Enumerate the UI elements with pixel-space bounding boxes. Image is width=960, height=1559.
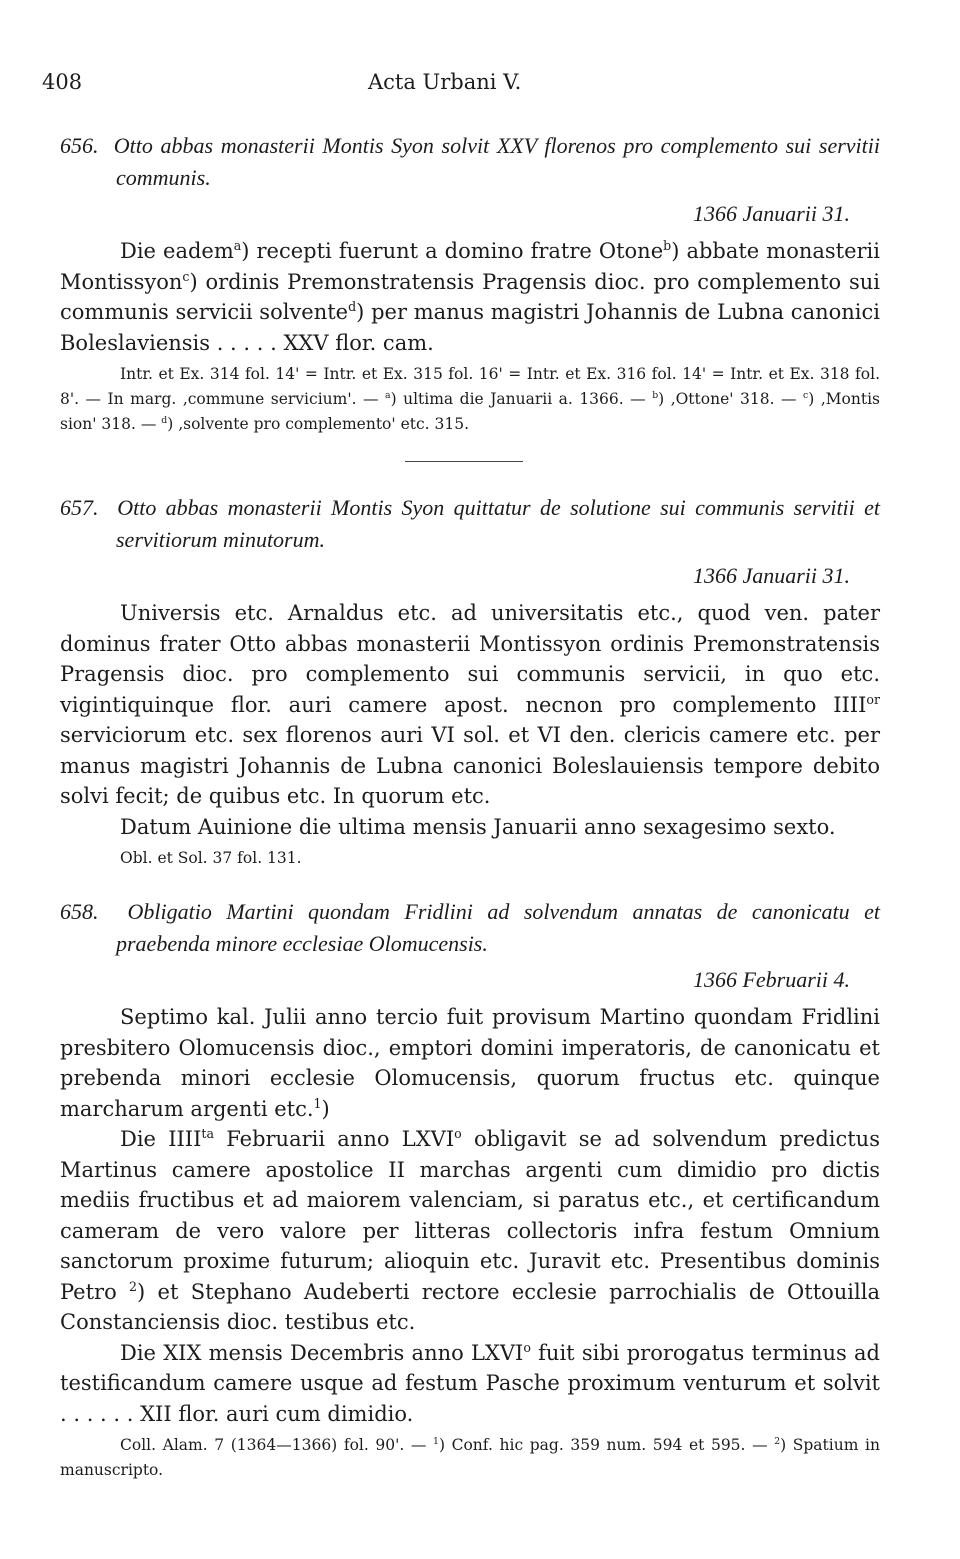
running-title: Acta Urbani V. [368,70,522,94]
entry-658 [60,896,880,1483]
entry-number: 657. [60,495,99,520]
entry-summary: Otto abbas monasterii Montis Syon solvit XXV florenos pro complemento sui servitii communis. [113,133,881,190]
entry-summary: Otto abbas monasterii Montis Syon quittatur de solutione sui communis servitii et servitiorum minutorum. [116,495,881,552]
entry-number: 658. [60,899,99,924]
entry-regest [60,896,880,960]
entry-apparatus: Intr. et Ex. 314 fol. 14' = Intr. et Ex. 315 fol. 16' = Intr. et Ex. 316 fol. 14' = Intr. et Ex. 318 fol. 8'. — In marg. ‚commune servicium'. — $^a$) ultima die Januarii a. 1366. — $^b$) ‚Ottone' 318. — $^c$) ‚Montis sion' 318. — $^d$) ‚solvente pro complemento' etc. 315. [60,365,881,433]
section-divider [405,461,523,462]
entry-date: 1366 Januarii 31. [692,201,850,226]
entry-body-paragraph: Die XIX mensis Decembris anno LXVI$^o$ fuit sibi prorogatus terminus ad testificandum camere usque ad festum Pasche proximum venturum et solvit . . . . . . XII flor. auri cum dimidio. [60,1339,880,1426]
entry-body-paragraph: Septimo kal. Julii anno tercio fuit provisum Martino quondam Fridlini presbitero Olomucensis dioc., emptori domini imperatoris, de canonicatu et prebenda minori ecclesie Olomucensis, quorum fructus etc. quinque marcharum argenti etc.$^1$) [60,1005,880,1121]
entry-body-paragraph: Die eadem$^a$) recepti fuerunt a domino fratre Otone$^b$) abbate monasterii Montissyon$^c$) ordinis Premonstratensis Pragensis dioc. pro complemento sui communis servicii solvente$^d$) per manus magistri Johannis de Lubna canonici Boleslaviensis . . . . . XXV flor. cam. [60,238,880,355]
entry-date: 1366 Februarii 4. [692,967,850,992]
entry-657 [60,492,880,871]
entry-regest [60,492,880,556]
entry-regest [60,130,880,194]
entry-body-paragraph: Datum Auinione die ultima mensis Januarii anno sexagesimo sexto. [120,814,836,839]
entry-apparatus: Obl. et Sol. 37 fol. 131. [120,849,302,867]
entry-date: 1366 Januarii 31. [692,563,850,588]
entry-656 [60,130,880,437]
entry-apparatus: Coll. Alam. 7 (1364—1366) fol. 90'. — $^1$) Conf. hic pag. 359 num. 594 et 595. — $^2$) Spatium in manuscripto. [60,1435,880,1479]
entry-number: 656. [60,133,99,158]
entry-body-paragraph: Die $IIII^{ta}$ Februarii anno LXVI$^o$ obligavit se ad solvendum predictus Martinus camere apostolice II marchas argenti cum dimidio pro dictis mediis fructibus et ad maiorem valenciam, si paratus etc., et certificandum cameram de vero valore per litteras collectoris infra festum Omnium sanctorum proxime futurum; alioquin etc. Juravit etc. Presentibus dominis Petro $^2$) et Stephano Audeberti rectore ecclesie parrochialis de Ottouilla Constanciensis dioc. testibus etc. [60,1126,880,1334]
page-number: 408 [42,70,83,94]
entry-body-paragraph: Universis etc. Arnaldus etc. ad universitatis etc., quod ven. pater dominus frater Otto abbas monasterii Montissyon ordinis Premonstratensis Pragensis dioc. pro complemento sui communis servicii, in quo etc. vigintiquinque flor. auri camere apost. necnon pro complemento $IIII^{or}$ serviciorum etc. sex florenos auri VI sol. et VI den. clericis camere etc. per manus magistri Johannis de Lubna canonici Boleslauiensis tempore debito solvi fecit; de quibus etc. In quorum etc. [60,601,880,808]
entry-summary: Obligatio Martini quondam Fridlini ad solvendum annatas de canonicatu et praebenda minore ecclesiae Olomucensis. [116,899,881,956]
page-header [42,70,880,100]
